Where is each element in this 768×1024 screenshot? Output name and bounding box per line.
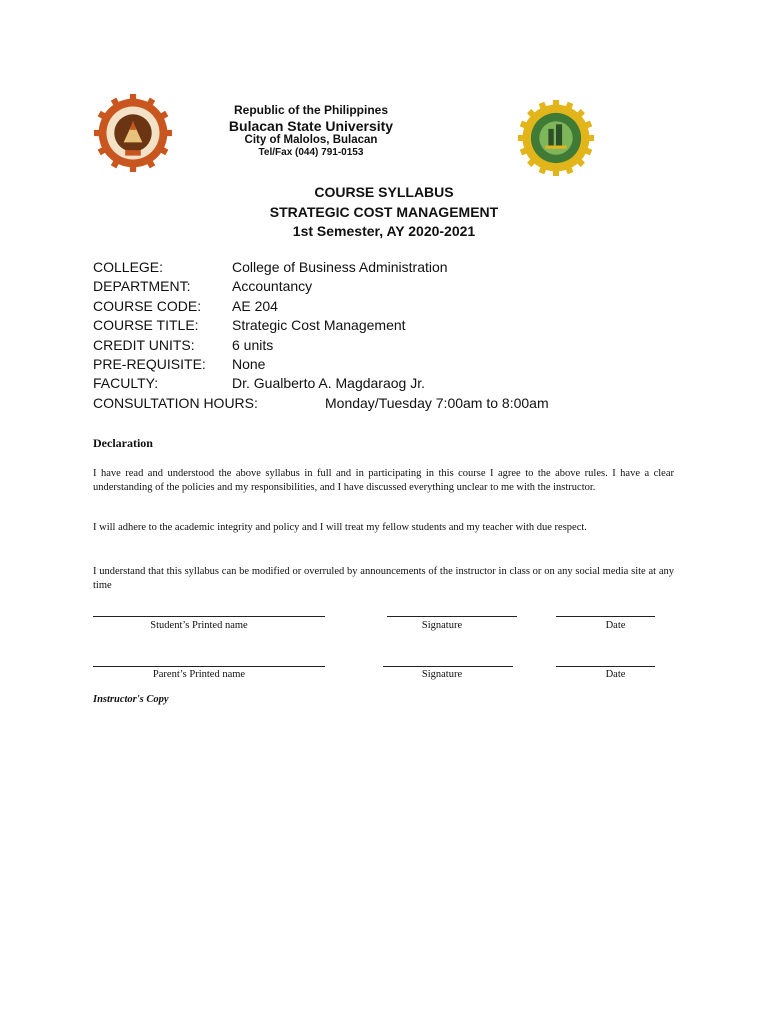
title-course-name: STRATEGIC COST MANAGEMENT [269, 203, 499, 220]
republic-text: Republic of the Philippines [233, 103, 388, 117]
info-row-course-title [93, 316, 693, 335]
declaration-heading: Declaration [93, 436, 153, 450]
city-text: City of Malolos, Bulacan [244, 133, 378, 146]
info-label: PRE-REQUISITE: [93, 355, 206, 372]
student-signature-line [387, 616, 517, 617]
course-info [93, 258, 693, 413]
info-value: 6 units [232, 336, 274, 353]
university-header [212, 104, 410, 159]
info-label: CONSULTATION HOURS: [93, 394, 258, 411]
info-label: FACULTY: [93, 375, 159, 392]
info-row-college [93, 258, 693, 277]
parent-name-label: Parent’s Printed name [152, 669, 246, 680]
instructors-copy-label: Instructor's Copy [93, 694, 169, 705]
student-name-label: Student’s Printed name [150, 620, 248, 631]
student-date-line [556, 616, 655, 617]
declaration-paragraph-3: I understand that this syllabus can be modified or overruled by announcements of the instructor in class or on any social media site at any time [93, 566, 674, 591]
info-row-course-code [93, 297, 693, 316]
info-value: Accountancy [232, 278, 313, 295]
info-label: COURSE CODE: [93, 297, 202, 314]
info-value: None [232, 355, 266, 372]
info-label: COURSE TITLE: [93, 317, 199, 334]
cba-seal-logo [518, 100, 594, 176]
parent-date-line [556, 666, 655, 667]
university-name: Bulacan State University [228, 117, 394, 134]
info-value: AE 204 [232, 297, 278, 314]
student-signature-label: Signature [421, 620, 463, 631]
title-course-syllabus: COURSE SYLLABUS [314, 184, 454, 200]
declaration-paragraph-2: I will adhere to the academic integrity and policy and I will treat my fellow students and my teacher with due respect. [93, 522, 587, 533]
parent-signature-line [383, 666, 513, 667]
student-name-line [93, 616, 325, 617]
info-row-prerequisite [93, 355, 693, 374]
info-value: Monday/Tuesday 7:00am to 8:00am [325, 394, 549, 411]
parent-name-line [93, 666, 325, 667]
info-label: COLLEGE: [93, 259, 164, 275]
info-value: Dr. Gualberto A. Magdaraog Jr. [232, 375, 425, 392]
parent-date-label: Date [605, 669, 626, 680]
info-value: Strategic Cost Management [232, 317, 406, 334]
info-label: DEPARTMENT: [93, 278, 191, 295]
declaration-paragraph-1: I have read and understood the above syllabus in full and in participating in this course I agree to the above rules. I have a clear understanding of the policies and my responsibilities, and I have discussed everything unclear to me with the instructor. [93, 468, 674, 493]
info-row-consultation [93, 394, 693, 413]
bsu-seal-logo [94, 94, 172, 172]
info-row-department [93, 277, 693, 296]
info-value: College of Business Administration [232, 259, 448, 275]
parent-signature-label: Signature [421, 669, 463, 680]
title-semester: 1st Semester, AY 2020-2021 [292, 223, 476, 239]
syllabus-title [0, 183, 768, 242]
student-date-label: Date [605, 620, 626, 631]
info-label: CREDIT UNITS: [93, 336, 195, 353]
info-row-faculty [93, 374, 693, 393]
telfax-text: Tel/Fax (044) 791-0153 [258, 147, 364, 159]
info-row-credit-units [93, 336, 693, 355]
